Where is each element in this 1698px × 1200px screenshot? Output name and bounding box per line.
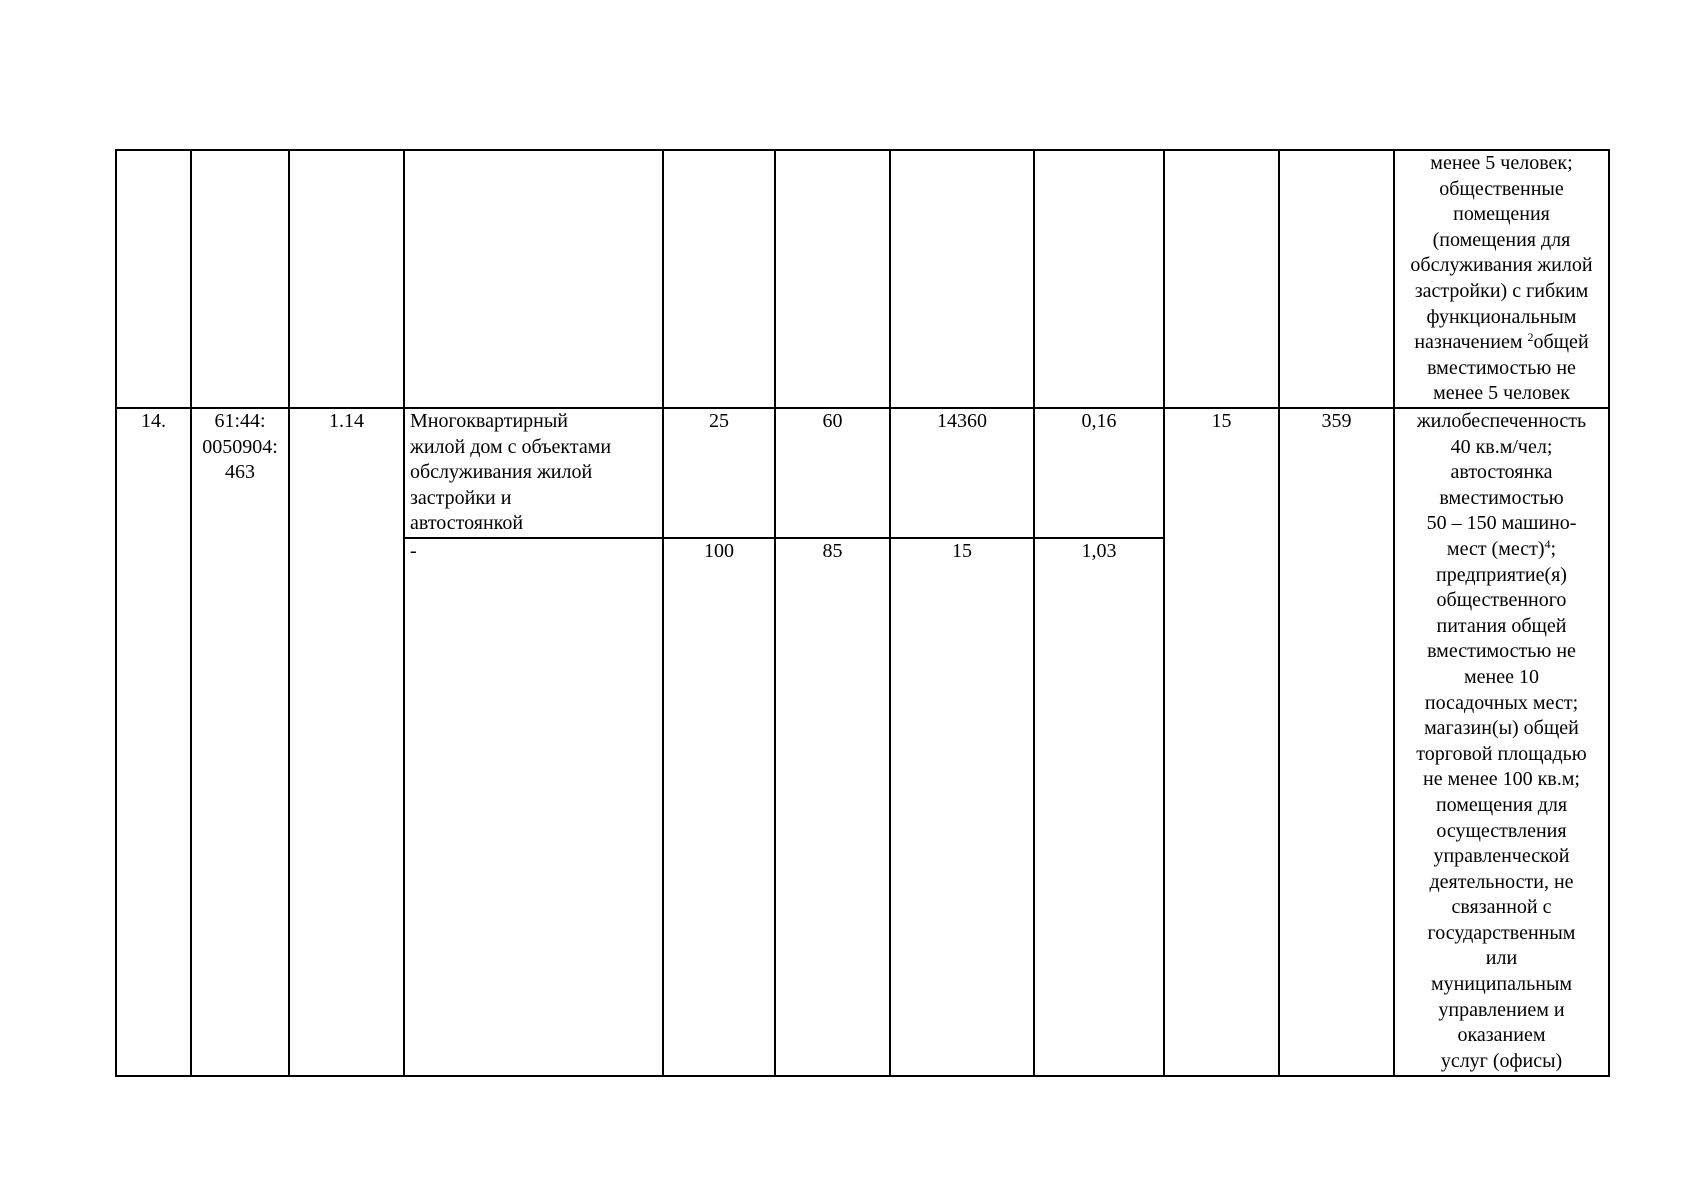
land-use-table	[115, 149, 1610, 1077]
footnote-ref: 2	[1527, 330, 1534, 345]
note-text: назначением	[1414, 331, 1523, 354]
row-number: 14.	[116, 408, 191, 1076]
note-line: вместимостью не	[1427, 356, 1576, 379]
note-text: общей	[1533, 331, 1589, 354]
cell-v5-empty	[1164, 150, 1279, 408]
note-line: менее 5 человек	[1433, 382, 1570, 405]
note-line: общественные	[1439, 177, 1564, 200]
note-line: помещения	[1453, 203, 1550, 226]
cell-code-empty	[289, 150, 404, 408]
value-1: 25	[663, 408, 775, 538]
note-line: (помещения для	[1432, 228, 1571, 251]
cell-cadastral-empty	[191, 150, 289, 408]
value-3: 15	[890, 538, 1034, 1076]
value-4: 0,16	[1034, 408, 1164, 538]
notes-cell	[1394, 408, 1609, 1076]
note-line: обслуживания жилой	[1410, 254, 1593, 277]
notes-text: жилобеспеченность 40 кв.м/чел; автостоянка вместимостью 50 – 150 машино- мест (мест)	[1416, 410, 1587, 560]
cell-number-empty	[116, 150, 191, 408]
footnote-ref: 4	[1544, 536, 1551, 551]
value-6: 359	[1279, 408, 1394, 1076]
value-4: 1,03	[1034, 538, 1164, 1076]
cell-use-type-empty	[404, 150, 663, 408]
cell-v1-empty	[663, 150, 775, 408]
use-type: Многоквартирный жилой дом с объектами обслуживания жилой застройки и автостоянкой	[404, 408, 663, 538]
table-row	[116, 408, 1609, 538]
value-3: 14360	[890, 408, 1034, 538]
cell-v3-empty	[890, 150, 1034, 408]
value-1: 100	[663, 538, 775, 1076]
note-line: менее 5 человек;	[1430, 152, 1573, 174]
use-code: 1.14	[289, 408, 404, 1076]
note-line: застройки) с гибким	[1414, 279, 1589, 302]
cadastral-part: 0050904:	[202, 435, 278, 458]
continuation-row	[116, 150, 1609, 408]
cell-v4-empty	[1034, 150, 1164, 408]
cell-notes-continued	[1394, 150, 1609, 408]
note-line	[1400, 330, 1603, 356]
value-2: 60	[775, 408, 890, 538]
cell-v2-empty	[775, 150, 890, 408]
value-2: 85	[775, 538, 890, 1076]
use-type: -	[404, 538, 663, 1076]
notes-text: ; предприятие(я) общественного питания общей вместимостью не менее 10 посадочных мест; магазин(ы) общей торговой площадью не менее 100 кв.м; помещения для осуществления управленческой деятельности, не связанной с государственным или муниципальным управлением и оказанием услуг (офисы)	[1416, 537, 1587, 1072]
note-line: функциональным	[1426, 305, 1577, 328]
cell-v6-empty	[1279, 150, 1394, 408]
value-5: 15	[1164, 408, 1279, 1076]
cadastral-part: 61:44:	[214, 410, 266, 432]
cadastral-number	[191, 408, 289, 1076]
cadastral-part: 463	[225, 461, 255, 484]
